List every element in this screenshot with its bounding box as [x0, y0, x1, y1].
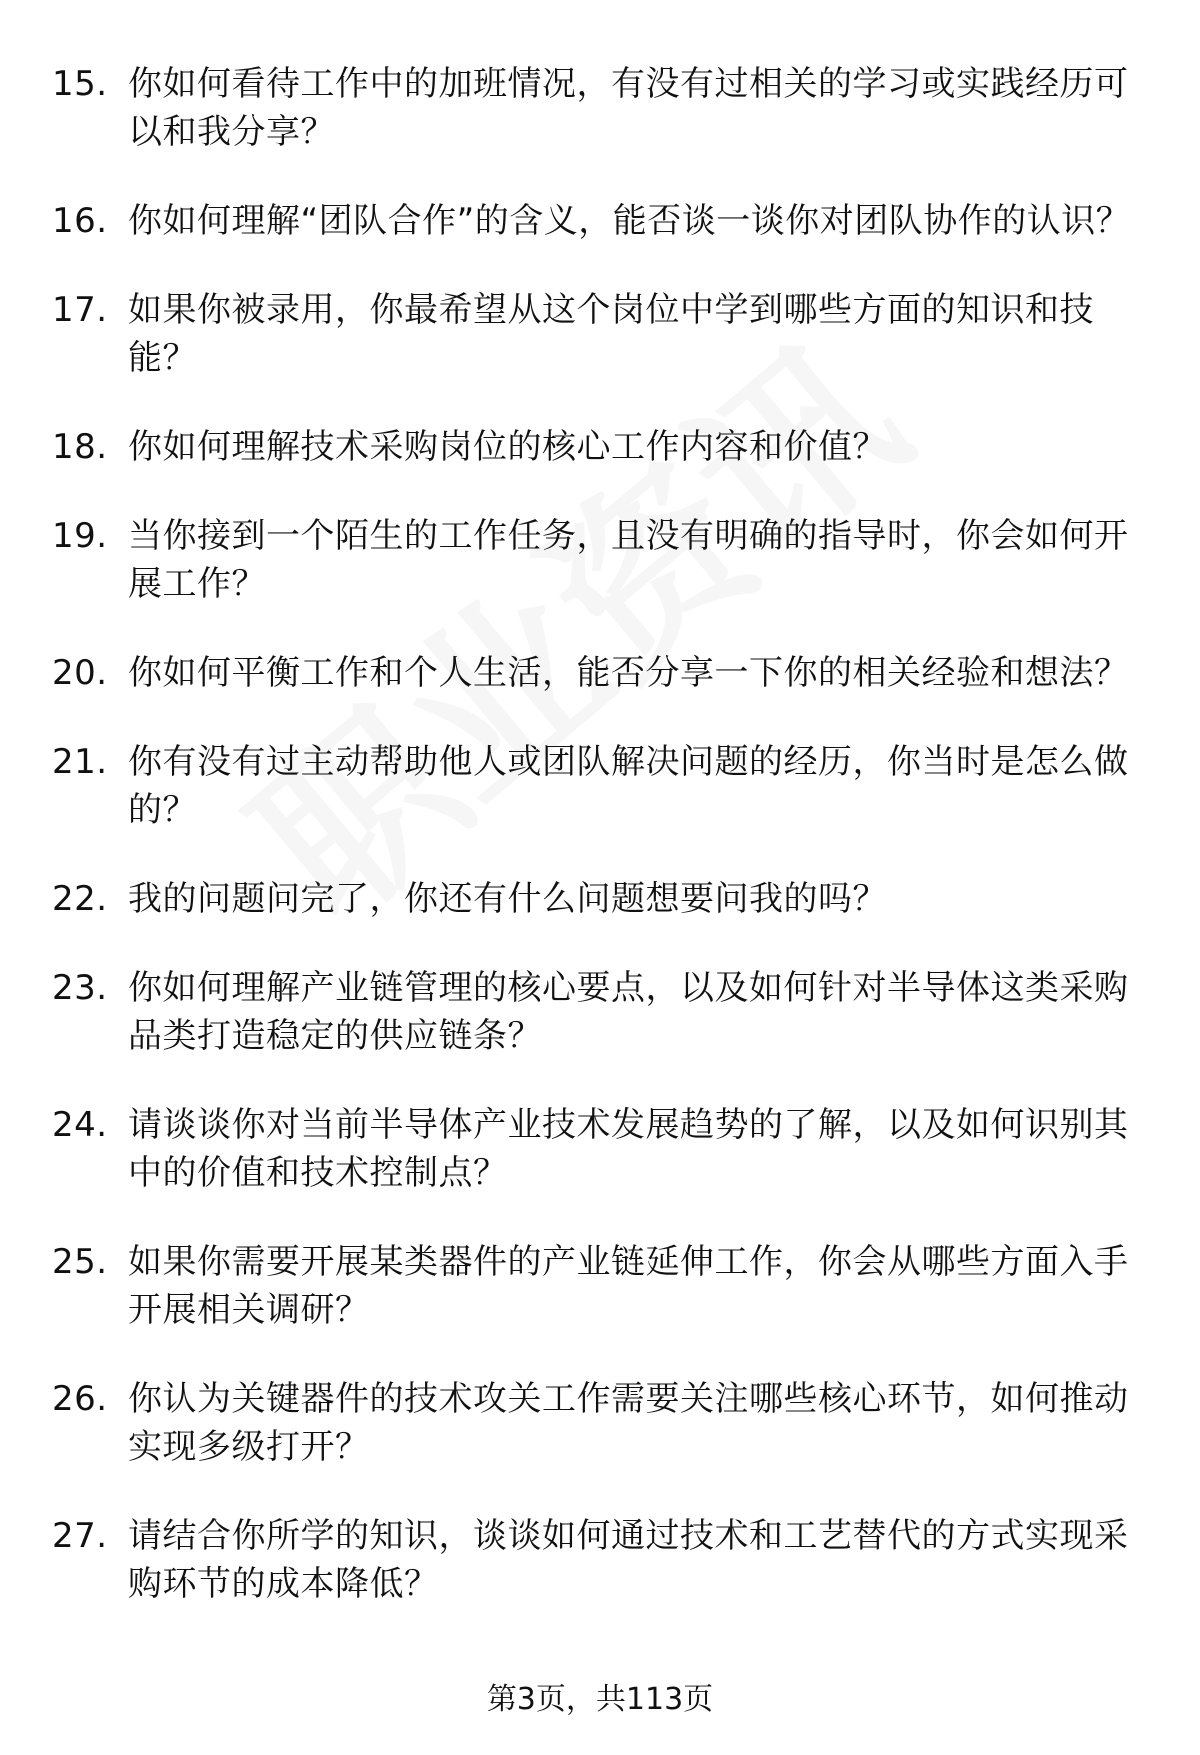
question-item	[52, 649, 1152, 697]
question-item	[52, 1101, 1152, 1197]
question-text: 你如何看待工作中的加班情况，有没有过相关的学习或实践经历可以和我分享？	[128, 64, 1129, 152]
question-number: 18.	[52, 427, 108, 467]
question-number: 25.	[52, 1242, 108, 1282]
question-number: 26.	[52, 1379, 108, 1419]
question-item	[52, 423, 1152, 471]
question-text: 我的问题问完了，你还有什么问题想要问我的吗？	[128, 879, 887, 919]
question-item	[52, 1238, 1152, 1334]
question-text: 你如何理解“团队合作”的含义，能否谈一谈你对团队协作的认识？	[128, 201, 1131, 241]
question-text: 请谈谈你对当前半导体产业技术发展趋势的了解，以及如何识别其中的价值和技术控制点？	[128, 1105, 1129, 1193]
question-number: 27.	[52, 1516, 108, 1556]
question-item	[52, 512, 1152, 608]
question-number: 24.	[52, 1105, 108, 1145]
question-text: 你如何理解技术采购岗位的核心工作内容和价值？	[128, 427, 887, 467]
question-text: 请结合你所学的知识，谈谈如何通过技术和工艺替代的方式实现采购环节的成本降低？	[128, 1516, 1129, 1604]
question-number: 17.	[52, 290, 108, 330]
question-number: 23.	[52, 968, 108, 1008]
question-text: 你如何平衡工作和个人生活，能否分享一下你的相关经验和想法？	[128, 653, 1129, 693]
page-footer: 第3页，共113页	[486, 1682, 714, 1717]
question-item	[52, 286, 1152, 382]
question-item	[52, 1512, 1152, 1608]
question-number: 21.	[52, 742, 108, 782]
question-text: 当你接到一个陌生的工作任务，且没有明确的指导时，你会如何开展工作？	[128, 516, 1129, 604]
question-text: 你如何理解产业链管理的核心要点，以及如何针对半导体这类采购品类打造稳定的供应链条？	[128, 968, 1129, 1056]
question-number: 15.	[52, 64, 108, 104]
question-item	[52, 875, 1152, 923]
question-number: 22.	[52, 879, 108, 919]
question-list	[52, 60, 1152, 1649]
question-item	[52, 964, 1152, 1060]
question-number: 19.	[52, 516, 108, 556]
question-item	[52, 60, 1152, 156]
question-text: 你认为关键器件的技术攻关工作需要关注哪些核心环节，如何推动实现多级打开？	[128, 1379, 1129, 1467]
question-number: 16.	[52, 201, 108, 241]
question-item	[52, 1375, 1152, 1471]
question-text: 如果你被录用，你最希望从这个岗位中学到哪些方面的知识和技能？	[128, 290, 1094, 378]
question-text: 如果你需要开展某类器件的产业链延伸工作，你会从哪些方面入手开展相关调研？	[128, 1242, 1129, 1330]
question-item	[52, 738, 1152, 834]
question-number: 20.	[52, 653, 108, 693]
question-item	[52, 197, 1152, 245]
question-text: 你有没有过主动帮助他人或团队解决问题的经历，你当时是怎么做的？	[128, 742, 1129, 830]
